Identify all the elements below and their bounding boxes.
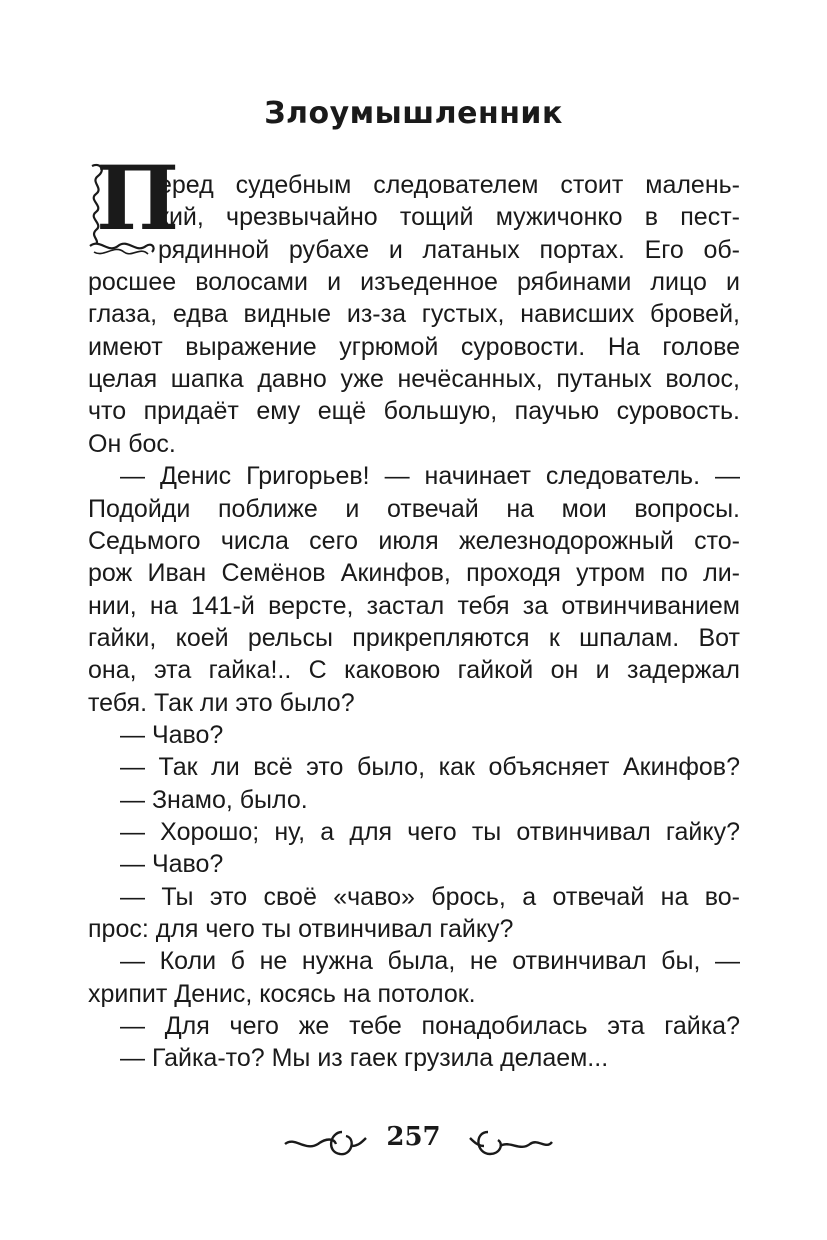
text-line: она, эта гайка!.. С каковою гайкой он и задержал xyxy=(88,656,740,684)
text-line: — Для чего же тебе понадобилась эта гайка? xyxy=(120,1012,740,1040)
dropcap-ornament xyxy=(86,146,180,258)
text-line: Седьмого числа сего июля железнодорожный сто- xyxy=(88,527,740,555)
text-line: прос: для чего ты отвинчивал гайку? xyxy=(88,915,514,943)
text-line: рядинной рубахе и латаных портах. Его об- xyxy=(158,236,740,264)
text-line: — Чаво? xyxy=(120,721,224,749)
page-number: 257 xyxy=(386,1122,441,1152)
text-line: что придаёт ему ещё большую, паучью суровость. xyxy=(88,397,740,425)
text-line: Подойди поближе и отвечай на мои вопросы. xyxy=(88,495,740,523)
text-line: Он бос. xyxy=(88,430,176,458)
text-line: рож Иван Семёнов Акинфов, проходя утром по ли- xyxy=(88,559,740,587)
text-line: еред судебным следователем стоит малень- xyxy=(158,171,740,199)
text-line: гайки, коей рельсы прикрепляются к шпалам. Вот xyxy=(88,624,740,652)
text-line: — Гайка-то? Мы из гаек грузила делаем... xyxy=(120,1044,609,1072)
text-line: имеют выражение угрюмой суровости. На голове xyxy=(88,333,740,361)
text-line: нии, на 141-й версте, застал тебя за отвинчиванием xyxy=(88,592,740,620)
text-line: кий, чрезвычайно тощий мужичонко в пест- xyxy=(158,203,740,231)
text-line: глаза, едва видные из-за густых, нависших бровей, xyxy=(88,300,740,328)
text-line: хрипит Денис, косясь на потолок. xyxy=(88,980,476,1008)
text-line: — Коли б не нужна была, не отвинчивал бы, — xyxy=(120,947,740,975)
text-line: — Так ли всё это было, как объясняет Акинфов? xyxy=(120,753,740,781)
dropcap-letter: П xyxy=(96,146,180,250)
text-line: тебя. Так ли это было? xyxy=(88,689,355,717)
text-line: — Знамо, было. xyxy=(120,786,308,814)
text-line: — Хорошо; ну, а для чего ты отвинчивал гайку? xyxy=(120,818,740,846)
text-line: — Денис Григорьев! — начинает следователь. — xyxy=(120,462,740,490)
chapter-title: Злоумышленник xyxy=(264,96,563,131)
text-line: — Ты это своё «чаво» брось, а отвечай на во- xyxy=(120,883,740,911)
text-line: росшее волосами и изъеденное рябинами лицо и xyxy=(88,268,740,296)
text-line: — Чаво? xyxy=(120,850,224,878)
text-line: целая шапка давно уже нечёсанных, путаных волос, xyxy=(88,365,740,393)
